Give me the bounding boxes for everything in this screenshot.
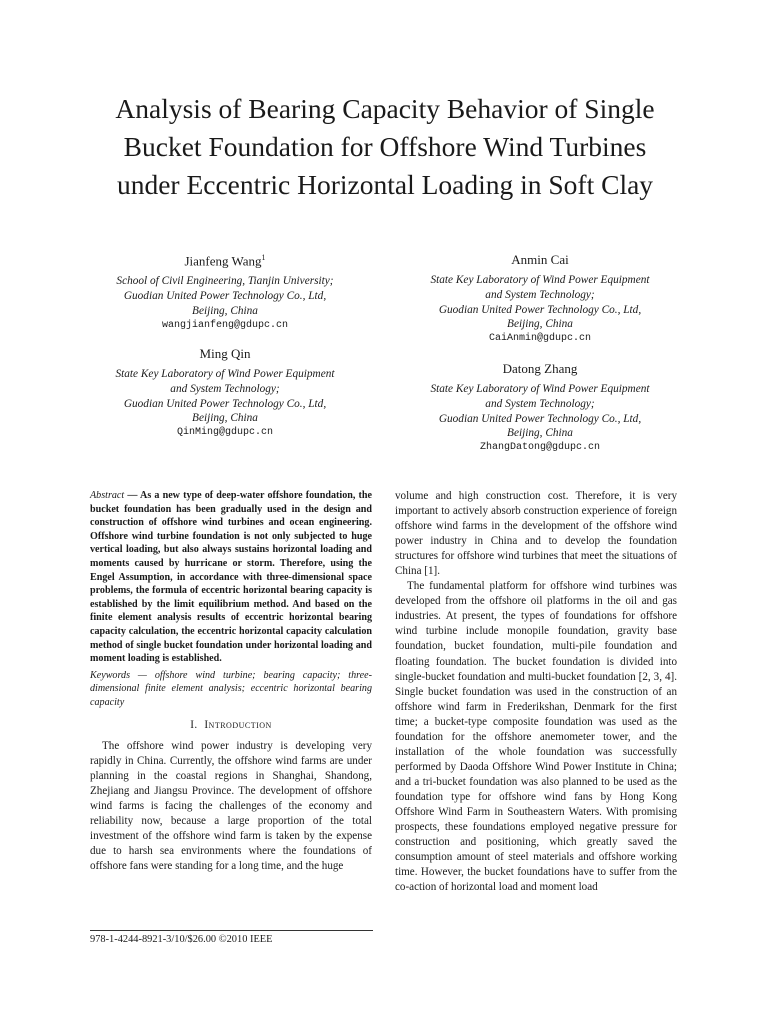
author-block-2 <box>390 252 690 345</box>
author-affiliation-line: Guodian United Power Technology Co., Ltd, <box>123 397 327 410</box>
author-block-3 <box>75 346 375 439</box>
author-name: Ming Qin <box>199 346 251 361</box>
author-name: Jianfeng Wang$^1$ <box>184 253 266 269</box>
author-superscript: 1 <box>261 253 266 262</box>
intro-paragraph: The offshore wind power industry is developing very rapidly in China. Currently, the offshore wind farms are under planning in the coastal regions in Shanghai, Shandong, Zhejiang and Jiangsu Province. The development of offshore wind farms is facing the challenges of the economy and reliability now, because a large proportion of the total investment of the offshore wind farm is taken by the expense due to harsh sea environments where the foundations of offshore fans were standing for a long time, and the huge <box>90 739 372 872</box>
section-title: Introduction <box>204 718 272 731</box>
author-email: QinMing@gdupc.cn <box>176 427 273 439</box>
keywords: Keywords — offshore wind turbine; bearing capacity; three-dimensional finite element analysis; eccentric horizontal bearing capacity <box>90 669 372 708</box>
abstract-text: — As a new type of deep-water offshore foundation, the bucket foundation has been gradually used in the design and construction of offshore wind turbines and ocean engineering. Offshore wind turbine foundation is not only subjected to huge vertical loading, but also always sustains horizontal loading and moments caused by hurricane or storm. Therefore, using the Engel Assumption, in accordance with three-dimensional space problems, the formula of eccentric horizontal bearing capacity is established by the limit equilibrium method. And based on the finite element analysis results of eccentric horizontal bearing capacity calculation, the eccentric horizontal capacity calculation method of single bucket foundation under horizontal loading and moment loading is established. <box>90 490 372 665</box>
author-affiliation-line: State Key Laboratory of Wind Power Equipment <box>430 274 650 286</box>
author-affiliation-line: Guodian United Power Technology Co., Ltd, <box>438 303 642 316</box>
author-name: Datong Zhang <box>502 361 578 376</box>
author-affiliation-line: Guodian United Power Technology Co., Ltd, <box>438 412 642 425</box>
author-email: CaiAnmin@gdupc.cn <box>488 333 592 345</box>
right-column <box>395 489 677 895</box>
paper-title: Analysis of Bearing Capacity Behavior of Single Bucket Foundation for Offshore Wind Turbines under Eccentric Horizontal Loading in Soft Clay <box>115 93 655 200</box>
author-name: Anmin Cai <box>511 252 569 267</box>
footnote-rule <box>90 930 373 931</box>
author-affiliation-line: Beijing, China <box>507 318 573 331</box>
author-affiliation-line: and System Technology; <box>485 288 595 301</box>
author-affiliation-line: Beijing, China <box>507 427 573 440</box>
paragraph-continued: volume and high construction cost. Therefore, it is very important to actively absorb construction experience of foreign offshore wind farms in the development of the offshore wind power industry in China and to develop the foundation structures for offshore wind turbines that meet the situations of China [1]. <box>395 490 677 578</box>
author-block-1 <box>75 250 375 332</box>
section-heading <box>90 718 372 733</box>
author-affiliation-line: and System Technology; <box>485 397 595 410</box>
paragraph: The fundamental platform for offshore wind turbines was developed from the offshore oil platforms in the oil and gas industries. At present, the types of foundations for offshore wind turbine include monopile foundation, gravity base foundation, bucket foundation, multi-pile foundation and floating foundation. The bucket foundation is divided into single-bucket foundation and multi-bucket foundation [2, 3, 4]. Single bucket foundation was used in the construction of an offshore wind farm in Frederikshan, Denmark for the first time; a bucket-type composite foundation was used as the foundation for the offshore anemometer tower, and the installation of the whole foundation was successfully performed by Daoda Offshore Wind Power Institute in China; and a tri-bucket foundation was also planned to be used as the foundation type for offshore wind fans by Hong Kong Offshore Wind Farm in Southeastern Waters. With promising prospects, these foundations employed negative pressure for construction and positioning, which greatly saved the consumption amount of steel materials and offshore working time. However, the bucket foundations have to suffer from the co-action of horizontal load and moment load <box>395 580 677 894</box>
author-affiliation-line: State Key Laboratory of Wind Power Equipment <box>430 383 650 395</box>
author-block-4 <box>390 361 690 454</box>
author-affiliation-line: and System Technology; <box>170 382 280 395</box>
copyright-footnote: 978-1-4244-8921-3/10/$26.00 ©2010 IEEE <box>90 934 273 945</box>
author-affiliation-line: Guodian United Power Technology Co., Ltd, <box>123 290 327 303</box>
left-column <box>90 489 372 874</box>
author-affiliation-line: State Key Laboratory of Wind Power Equipment <box>115 368 335 380</box>
abstract-lead: Abstract <box>90 490 125 501</box>
author-affiliation-line: School of Civil Engineering, Tianjin University; <box>116 275 334 288</box>
author-affiliation-line: Beijing, China <box>192 304 258 317</box>
abstract <box>90 489 372 666</box>
author-affiliation-line: Beijing, China <box>192 412 258 425</box>
author-email: wangjianfeng@gdupc.cn <box>161 319 289 331</box>
author-email: ZhangDatong@gdupc.cn <box>479 442 601 454</box>
section-number: I. <box>190 718 198 731</box>
